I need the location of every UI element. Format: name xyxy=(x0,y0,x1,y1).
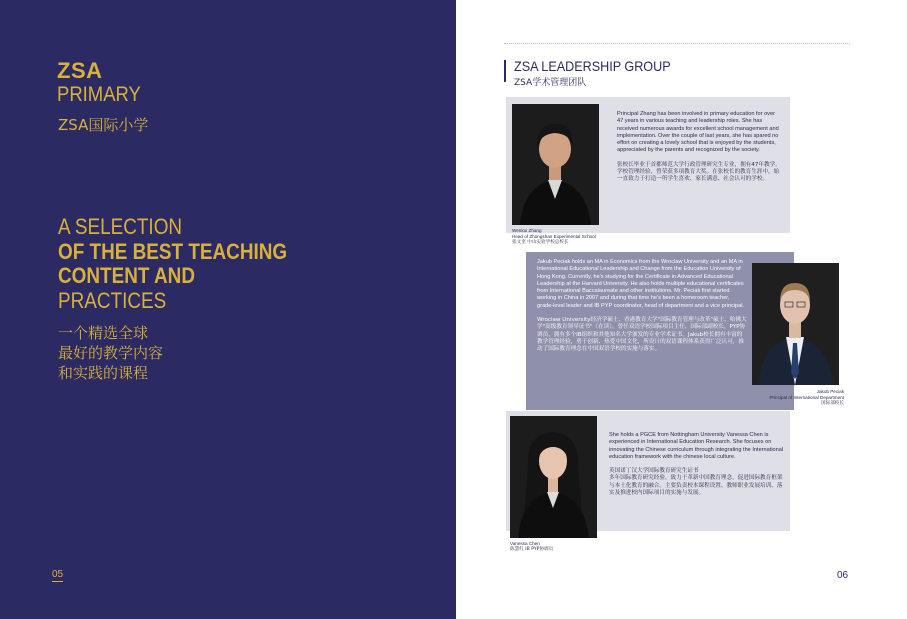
leader-bio-cn: 英国诺丁汉大学国际教育研究生证书 多年国际教育研究经验，致力于革新中国教育理念，促进国际教育框架与本土化教育的融合。主要负责校本课程设置、教师职业发展培训、落实及推进校内国际项目的实施与发展。 xyxy=(609,468,783,497)
headline-cn-line-1: 一个精选全球 xyxy=(58,324,149,342)
leader-photo-peciak xyxy=(752,263,839,385)
page-number-right: 06 xyxy=(837,570,849,581)
brand-chinese-title: ZSA国际小学 xyxy=(58,116,149,134)
headline-cn-line-2: 最好的教学内容 xyxy=(58,344,164,362)
leader-bio-cn: Wroclaw University经济学硕士、香港教育大学"国际教育管理与改革"硕士、哈佛大学"高级教育领导证书"（在读）。曾任双语学校国际项目主任、国际部副校长，PYP协调员，拥有多个IB组织和其他知名大学颁发的专业学术证书。Jakub校长拥有丰富的教学管理经验，勇于创新、热爱中国文化，所设计的双语课程体系获得广泛认可，推动了国际教育理念在中国双语学校的实施与落实。 xyxy=(537,317,747,353)
page-number-left: 05 xyxy=(52,569,64,580)
headline-line-1: A SELECTION xyxy=(58,214,183,239)
headline-line-2: OF THE BEST TEACHING xyxy=(58,238,288,264)
leader-bio-chen xyxy=(609,432,787,504)
leader-bio-cn: 张校长毕业于首都师范大学行政管理研究生专业，拥有47年教学、学校管理经验，曾荣获多项教育大奖。在张校长的教育生涯中，始一直致力于打造一所学生喜欢、家长满意、社会认可的学校。 xyxy=(617,161,781,183)
headline-chinese xyxy=(58,323,163,383)
leader-bio-zhang xyxy=(617,111,782,191)
leader-name: Wenkui Zhang xyxy=(512,228,542,233)
section-subtitle: ZSA学术管理团队 xyxy=(514,78,587,88)
headline xyxy=(58,215,287,313)
leader-photo-zhang xyxy=(512,104,599,225)
headline-line-3: CONTENT AND xyxy=(58,263,195,288)
right-page xyxy=(456,0,907,619)
leader-photo-chen xyxy=(510,416,597,538)
leader-role-cn: 陈慧红 IB PYP协调员 xyxy=(510,547,554,552)
leader-name: Jakub Peciak xyxy=(816,389,844,394)
brand-zsa: ZSA xyxy=(57,58,103,83)
leader-name: Vanessa Chen xyxy=(510,541,540,546)
leader-role-cn: 张文奎 中山实验学校总校长 xyxy=(512,240,569,245)
leader-bio-en: She holds a PGCE from Nottingham University Vanessa Chen is experienced in International Education Research. She focuses on innovating the Chinese curriculum through integrating the International education framework with the chinese local culture. xyxy=(609,432,784,460)
dotted-divider xyxy=(504,43,850,44)
section-title: ZSA LEADERSHIP GROUP xyxy=(514,58,671,74)
brand-primary: PRIMARY xyxy=(57,83,141,106)
leader-role: Head of Zhongshan Experimental School xyxy=(512,234,596,239)
headline-line-4: PRACTICES xyxy=(58,287,167,313)
leader-bio-en: Jakub Peciak holds an MA in Economics from the Wroclaw University and an MA in International Educational Leadership and Change from the Education University of Hong Kong. Currently, he's studying for the Certificate in Advanced Educational Leadership at the Harvard University. He also holds multiple educational certificates from International Baccalaureate and other institutions. Mr. Peciak first started working in China in 2007 and during that time he's been a homeroom teacher, grade-level leader and IB PYP coordinator, head of department and a vice principal. xyxy=(537,259,744,309)
leader-bio-peciak xyxy=(537,259,747,361)
leader-role-cn: 国际部校长 xyxy=(821,401,844,406)
section-accent-bar xyxy=(504,60,506,82)
leader-role: Principal of International Department xyxy=(769,395,844,400)
leader-bio-en: Principal Zhang has been involved in primary education for over 47 years in various teaching and leadership roles. She has received numerous awards for excellent school management and implementation. Over the couple of last years, she has spared no effort on creating a lovely school that is enjoyed by the students, appreciated by the parents and recognized by the society. xyxy=(617,111,779,154)
leader-caption-chen xyxy=(510,541,553,553)
leader-caption-zhang xyxy=(512,228,596,246)
headline-cn-line-3: 和实践的课程 xyxy=(58,364,149,382)
leader-caption-peciak xyxy=(744,389,844,407)
